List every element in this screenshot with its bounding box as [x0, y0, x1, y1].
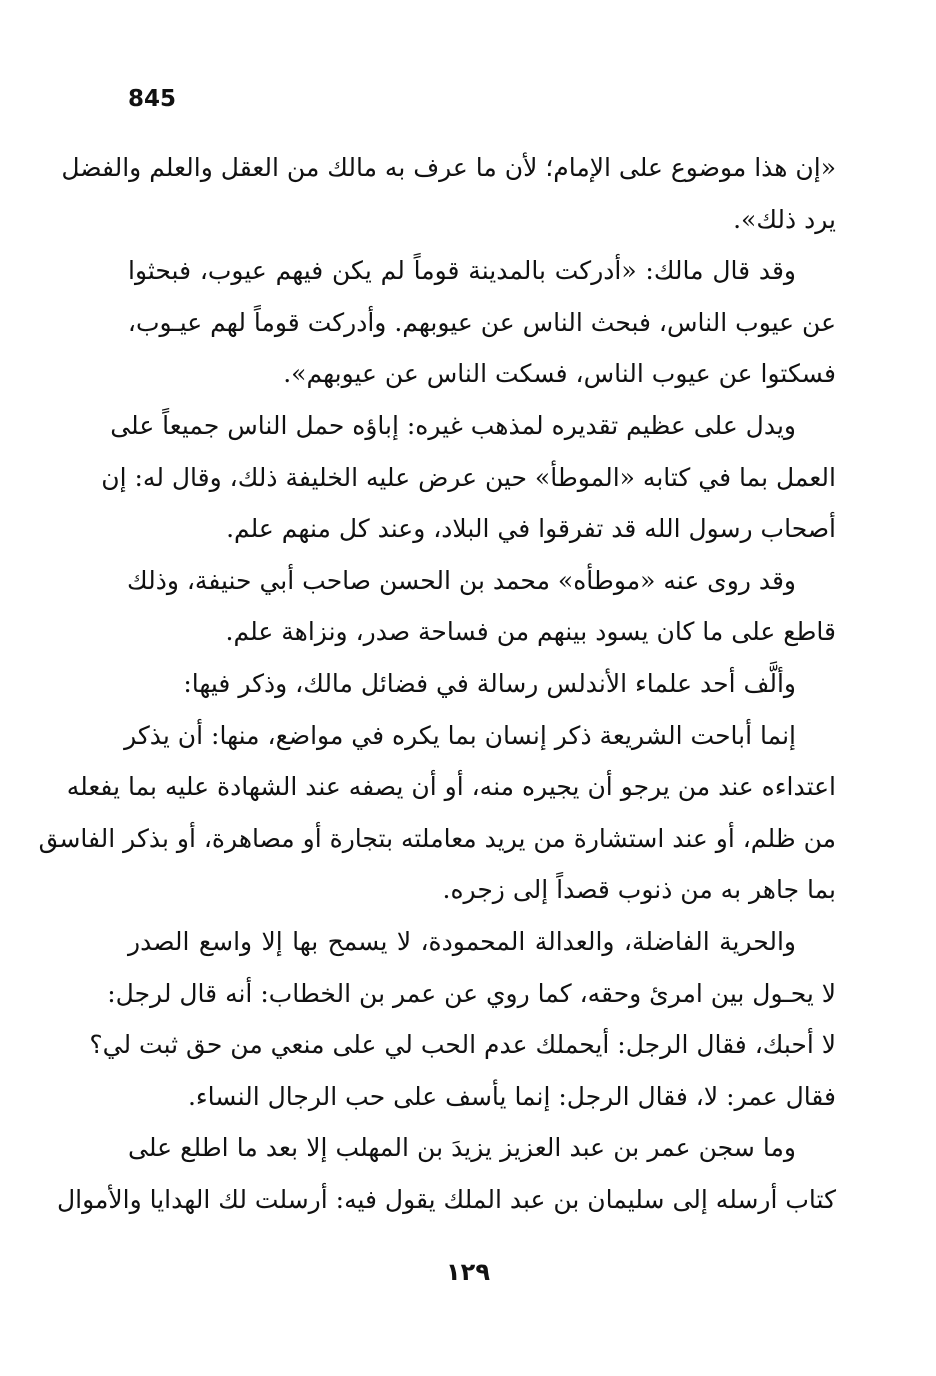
- text-line: عن عيوب الناس، فبحث الناس عن عيوبهم. وأدركت قوماً لهم عيـوب،: [127, 307, 836, 337]
- text-line: من ظلم، أو عند استشارة من يريد معاملته بتجارة أو مصاهرة، أو بذكر الفاسق: [38, 823, 836, 853]
- page-number-bottom: ١٢٩: [446, 1258, 490, 1286]
- text-line: يرد ذلك».: [733, 204, 836, 234]
- text-line: وما سجن عمر بن عبد العزيز يزيدَ بن المهلب إلا بعد ما اطلع على: [128, 1133, 796, 1163]
- text-line: أصحاب رسول الله قد تفرقوا في البلاد، وعند كل منهم علم.: [226, 514, 836, 544]
- text-line: لا أحبك، فقال الرجل: أيحملك عدم الحب لي على منعي من حق ثبت لي؟: [89, 1030, 836, 1060]
- text-line: قاطع على ما كان يسود بينهم من فساحة صدر، ونزاهة علم.: [225, 617, 836, 647]
- text-line: لا يحـول بين امرئ وحقه، كما روي عن عمر بن الخطاب: أنه قال لرجل:: [107, 978, 836, 1008]
- text-line: ويدل على عظيم تقديره لمذهب غيره: إباؤه حمل الناس جميعاً على: [110, 410, 796, 440]
- body-text: [38, 142, 836, 1225]
- text-line: وقد روى عنه «موطأه» محمد بن الحسن صاحب أبي حنيفة، وذلك: [127, 565, 796, 595]
- text-line: بما جاهر به من ذنوب قصداً إلى زجره.: [442, 875, 836, 905]
- text-line: «إن هذا موضوع على الإمام؛ لأن ما عرف به مالك من العقل والعلم والفضل: [61, 153, 836, 182]
- text-line: فقال عمر: لا، فقال الرجل: إنما يأسف على حب الرجال النساء.: [187, 1081, 836, 1111]
- text-line: فسكتوا عن عيوب الناس، فسكت الناس عن عيوبهم».: [283, 359, 836, 389]
- text-line: وقد قال مالك: «أدركت بالمدينة قوماً لم يكن فيهم عيوب، فبحثوا: [128, 256, 796, 286]
- text-line: العمل بما في كتابه «الموطأ» حين عرض عليه الخليفة ذلك، وقال له: إن: [101, 462, 836, 492]
- text-line: والحرية الفاضلة، والعدالة المحمودة، لا يسمح بها إلا واسع الصدر: [128, 926, 796, 956]
- text-line: كتاب أرسله إلى سليمان بن عبد الملك يقول فيه: أرسلت لك الهدايا والأموال: [56, 1184, 836, 1214]
- text-line: إنما أباحت الشريعة ذكر إنسان بما يكره في مواضع، منها: أن يذكر: [124, 720, 796, 750]
- page-number-top: 845: [128, 86, 177, 112]
- text-line: اعتداءه عند من يرجو أن يجيره منه، أو أن يصفه عند الشهادة عليه بما يفعله: [66, 772, 836, 802]
- text-line: وألَّف أحد علماء الأندلس رسالة في فضائل مالك، وذكر فيها:: [183, 668, 796, 698]
